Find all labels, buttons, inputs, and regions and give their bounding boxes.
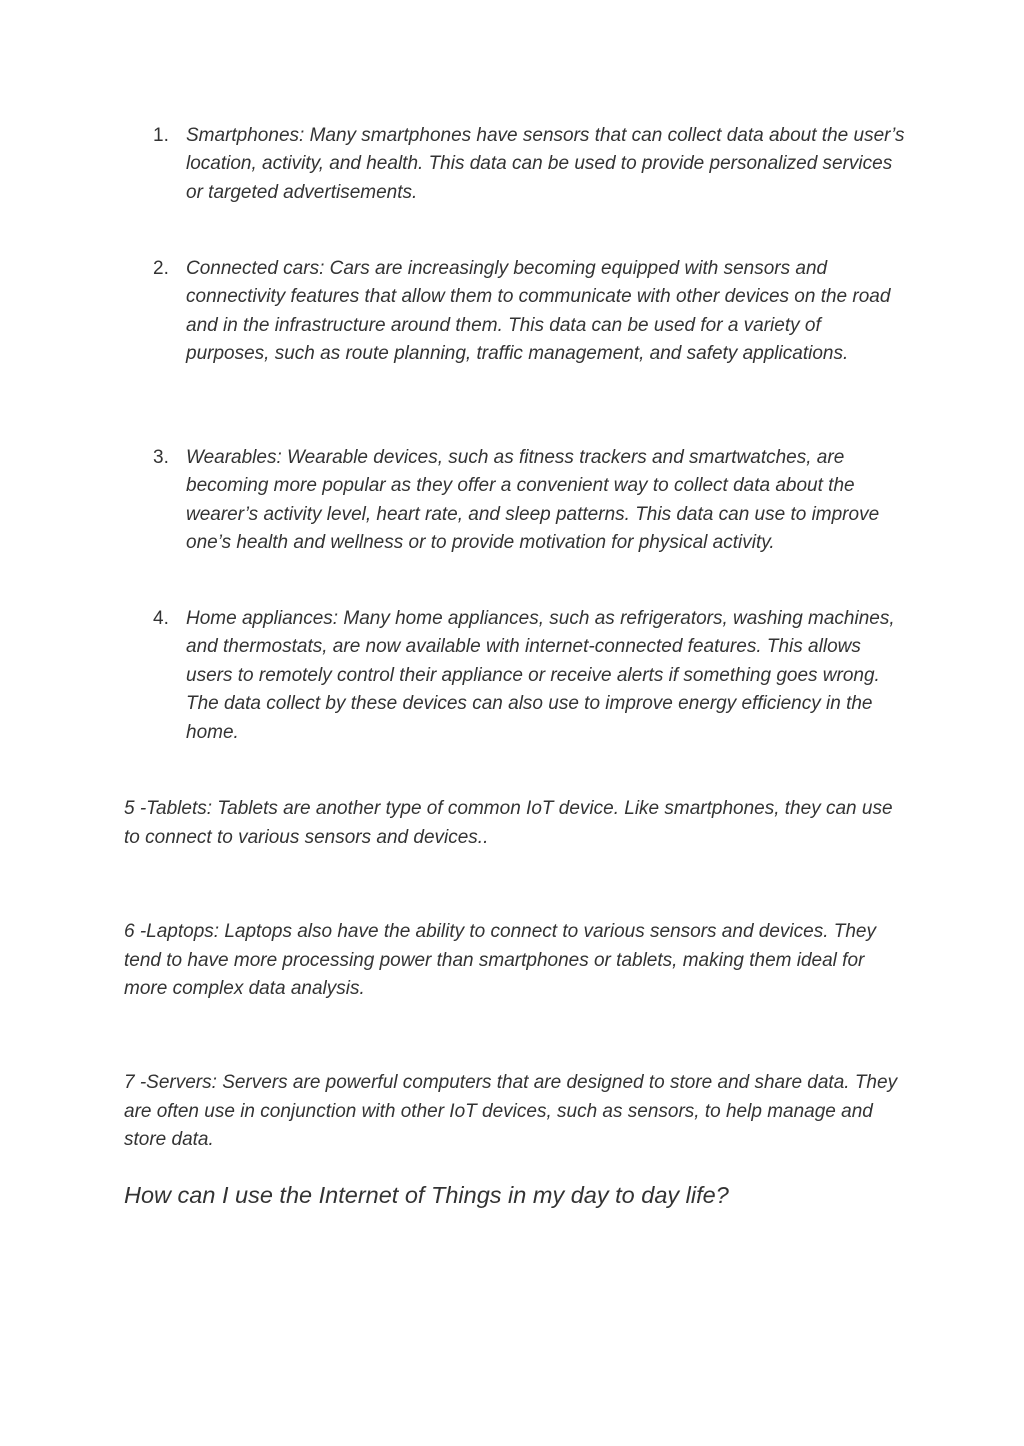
list-item-text: Connected cars: Cars are increasingly becoming equipped with sensors and connectivity features that allow them to communicate with other devices on the road and in the infrastructure around them. This data can be used for a variety of purposes, such as route planning, traffic management, and safety applications. (186, 258, 891, 365)
list-item-number: 4. (153, 608, 169, 629)
paragraph-servers: 7 -Servers: Servers are powerful computers that are designed to store and share data. They are often use in conjunction with other IoT devices, such as sensors, to help manage and store data. (124, 1072, 898, 1151)
section-heading: How can I use the Internet of Things in my day to day life? (124, 1182, 729, 1208)
list-item-text: Smartphones: Many smartphones have sensors that can collect data about the user’s location, activity, and health. This data can be used to provide personalized services or targeted advertisements. (186, 125, 905, 203)
list-item-number: 3. (153, 447, 169, 468)
list-item-text: Home appliances: Many home appliances, such as refrigerators, washing machines, and thermostats, are now available with internet-connected features. This allows users to remotely control their appliance or receive alerts if something goes wrong. The data collect by these devices can also use to improve energy efficiency in the home. (186, 608, 895, 743)
list-item-text: Wearables: Wearable devices, such as fitness trackers and smartwatches, are becoming more popular as they offer a convenient way to collect data about the wearer’s activity level, heart rate, and sleep patterns. This data can use to improve one’s health and wellness or to provide motivation for physical activity. (186, 447, 880, 554)
paragraph-laptops: 6 -Laptops: Laptops also have the ability to connect to various sensors and devices. They tend to have more processing power than smartphones or tablets, making them ideal for more complex data analysis. (124, 921, 877, 1000)
list-item-number: 2. (153, 258, 169, 279)
list-item-number: 1. (153, 125, 169, 146)
paragraph-tablets: 5 -Tablets: Tablets are another type of common IoT device. Like smartphones, they can use to connect to various sensors and devices.. (124, 798, 893, 848)
